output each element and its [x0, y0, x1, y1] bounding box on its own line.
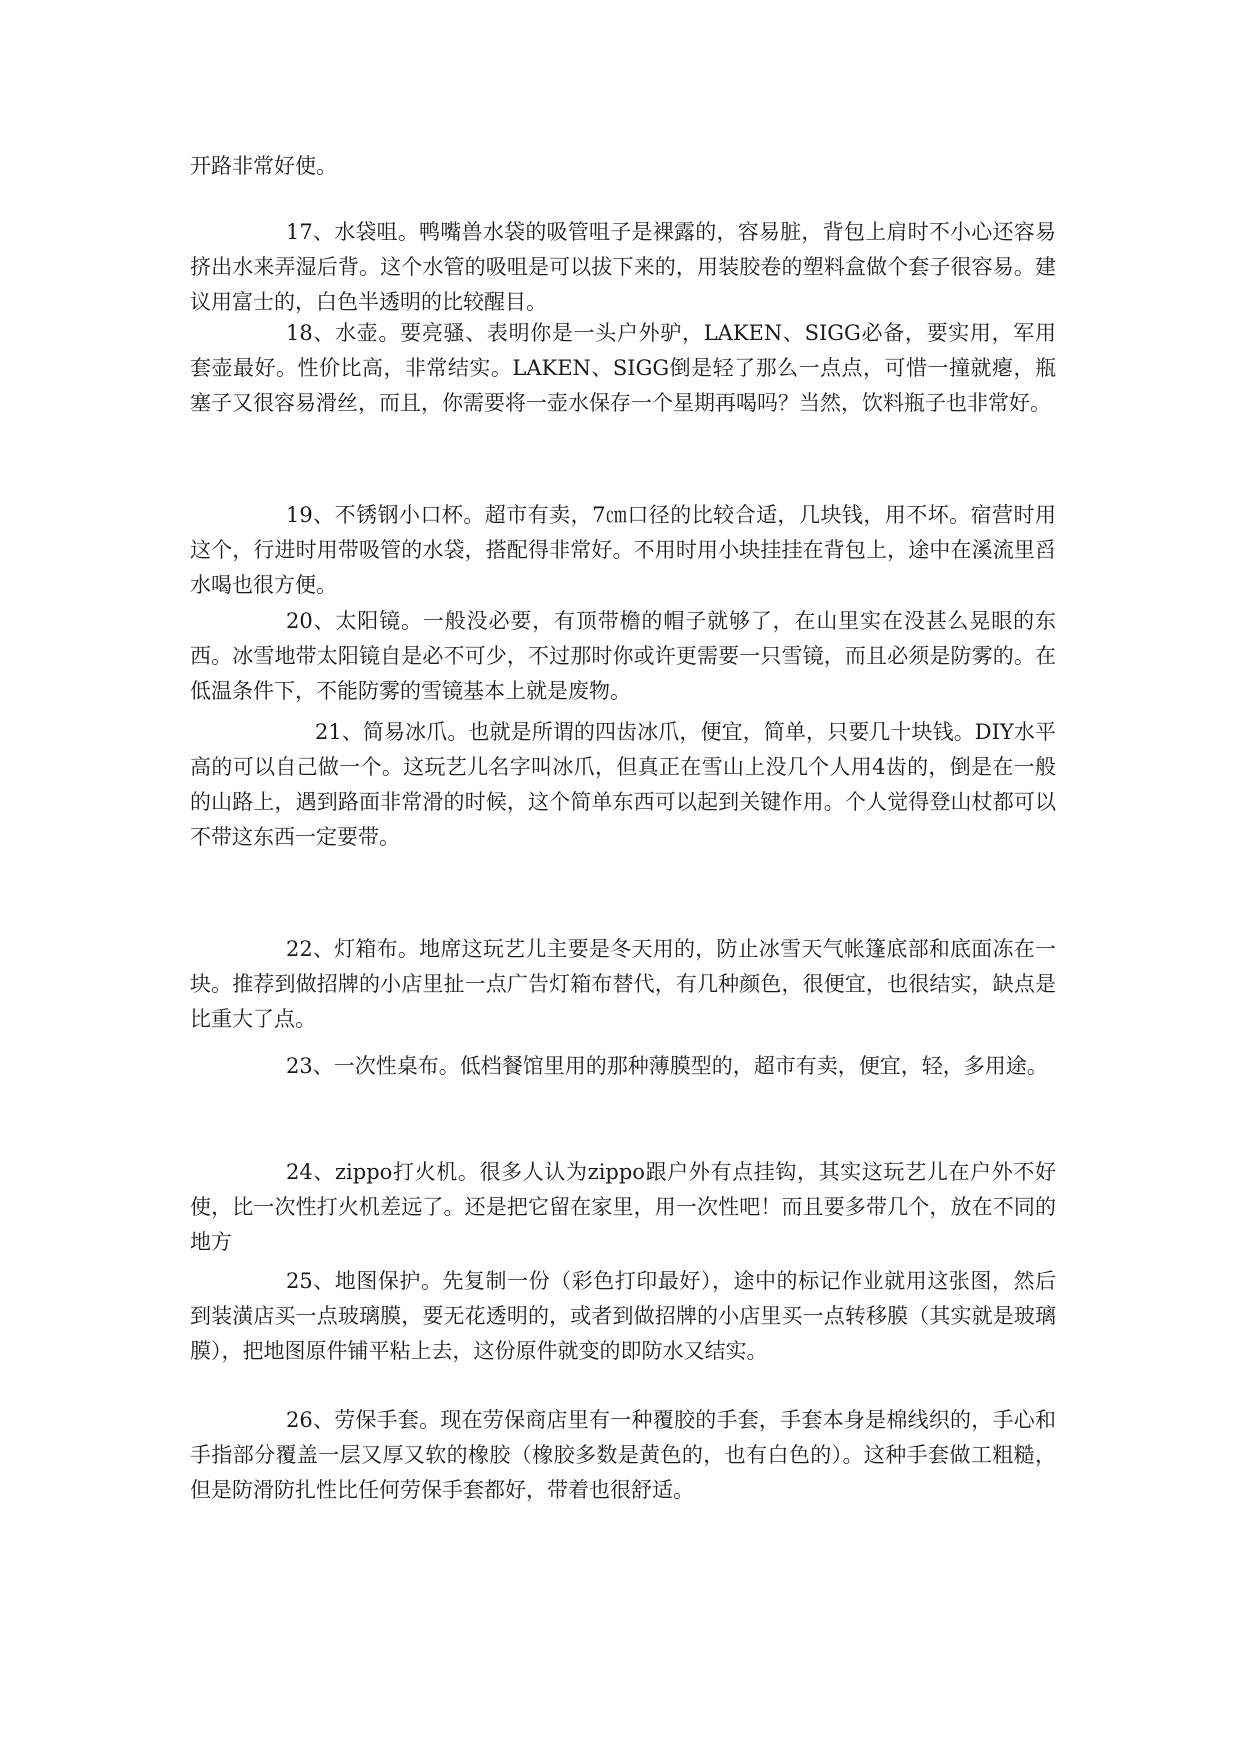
- paragraph-item-19: 19、不锈钢小口杯。超市有卖，7㎝口径的比较合适，几块钱，用不坏。宿营时用这个，行进时用带吸管的水袋，搭配得非常好。不用时用小块挂挂在背包上，途中在溪流里舀水喝也很方便。: [190, 503, 1056, 597]
- paragraph-item-25: 25、地图保护。先复制一份（彩色打印最好），途中的标记作业就用这张图，然后到装潢店买一点玻璃膜，要无花透明的，或者到做招牌的小店里买一点转移膜（其实就是玻璃膜），把地图原件铺平粘上去，这份原件就变的即防水又结实。: [190, 1269, 1056, 1363]
- paragraph-item-23: 23、一次性桌布。低档餐馆里用的那种薄膜型的，超市有卖，便宜，轻，多用途。: [286, 1054, 1048, 1078]
- paragraph-item-18: 18、水壶。要亮骚、表明你是一头户外驴，LAKEN、SIGG必备，要实用，军用套壶最好。性价比高，非常结实。LAKEN、SIGG倒是轻了那么一点点，可惜一撞就瘪，瓶塞子又很容易滑丝，而且，你需要将一壶水保存一个星期再喝吗？当然，饮料瓶子也非常好。: [190, 321, 1056, 415]
- paragraph-item-26: 26、劳保手套。现在劳保商店里有一种覆胶的手套，手套本身是棉线织的，手心和手指部分覆盖一层又厚又软的橡胶（橡胶多数是黄色的，也有白色的）。这种手套做工粗糙，但是防滑防扎性比任何劳保手套都好，带着也很舒适。: [190, 1408, 1056, 1502]
- paragraph-item-20: 20、太阳镜。一般没必要，有顶带檐的帽子就够了，在山里实在没甚么晃眼的东西。冰雪地带太阳镜自是必不可少，不过那时你或许更需要一只雪镜，而且必须是防雾的。在低温条件下，不能防雾的雪镜基本上就是废物。: [190, 609, 1056, 703]
- paragraph-item-24: 24、zippo打火机。很多人认为zippo跟户外有点挂钩，其实这玩艺儿在户外不好使，比一次性打火机差远了。还是把它留在家里，用一次性吧！而且要多带几个，放在不同的地方: [190, 1160, 1056, 1254]
- paragraph-continuation: 开路非常好使。: [190, 154, 337, 178]
- paragraph-item-21: 21、简易冰爪。也就是所谓的四齿冰爪，便宜，简单，只要几十块钱。DIY水平高的可以自己做一个。这玩艺儿名字叫冰爪，但真正在雪山上没几个人用4齿的，倒是在一般的山路上，遇到路面非常滑的时候，这个简单东西可以起到关键作用。个人觉得登山杖都可以不带这东西一定要带。: [190, 720, 1056, 849]
- paragraph-item-22: 22、灯箱布。地席这玩艺儿主要是冬天用的，防止冰雪天气帐篷底部和底面冻在一块。推荐到做招牌的小店里扯一点广告灯箱布替代，有几种颜色，很便宜，也很结实，缺点是比重大了点。: [190, 937, 1056, 1031]
- paragraph-item-17: 17、水袋咀。鸭嘴兽水袋的吸管咀子是裸露的，容易脏，背包上肩时不小心还容易挤出水来弄湿后背。这个水管的吸咀是可以拔下来的，用装胶卷的塑料盒做个套子很容易。建议用富士的，白色半透明的比较醒目。: [190, 220, 1056, 314]
